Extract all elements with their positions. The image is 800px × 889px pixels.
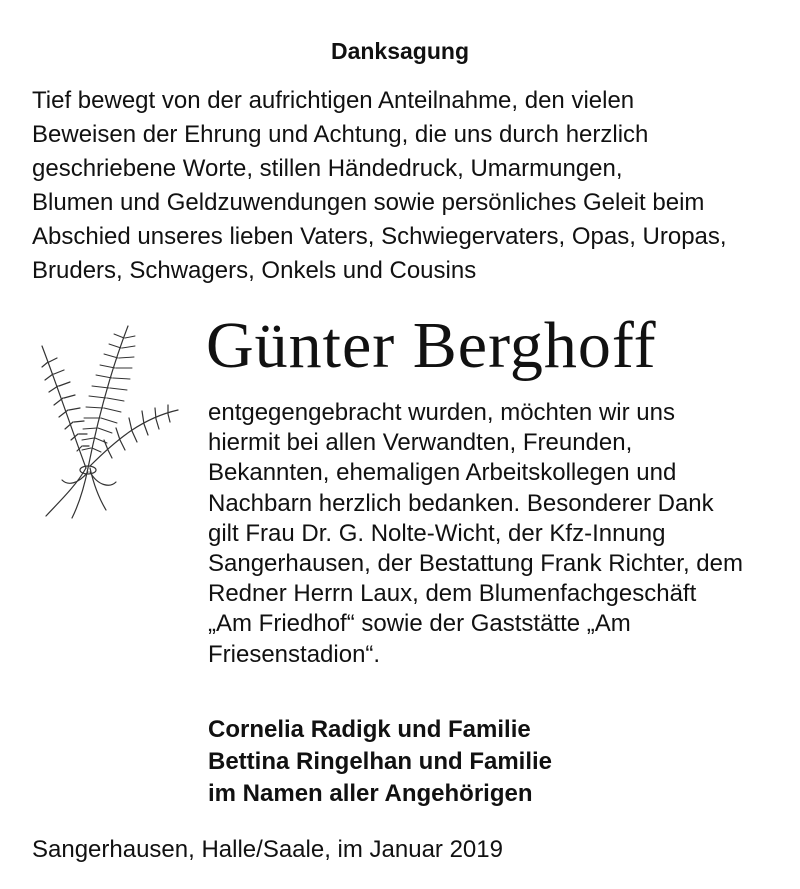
place-date: Sangerhausen, Halle/Saale, im Januar 2019 bbox=[32, 836, 503, 863]
body-line: „Am Friedhof“ sowie der Gaststätte „Am bbox=[208, 610, 631, 638]
fern-bouquet-icon bbox=[28, 318, 188, 523]
body-line: Redner Herrn Laux, dem Blumenfachgeschäft bbox=[208, 580, 697, 608]
intro-line: Abschied unseres lieben Vaters, Schwiegervaters, Opas, Uropas, bbox=[32, 223, 727, 250]
body-line: Sangerhausen, der Bestattung Frank Richter, dem bbox=[208, 550, 743, 578]
body-line: hiermit bei allen Verwandten, Freunden, bbox=[208, 429, 633, 457]
signer-line: im Namen aller Angehörigen bbox=[208, 780, 533, 807]
intro-text bbox=[32, 84, 782, 288]
intro-line: Blumen und Geldzuwendungen sowie persönliches Geleit beim bbox=[32, 189, 705, 216]
intro-line: Beweisen der Ehrung und Achtung, die uns durch herzlich bbox=[32, 121, 649, 148]
body-line: gilt Frau Dr. G. Nolte-Wicht, der Kfz-Innung bbox=[208, 519, 666, 547]
body-line: Bekannten, ehemaligen Arbeitskollegen und bbox=[208, 459, 677, 487]
intro-line: Tief bewegt von der aufrichtigen Anteilnahme, den vielen bbox=[32, 87, 635, 114]
heading: Danksagung bbox=[330, 38, 470, 64]
body-line: Friesenstadion“. bbox=[208, 640, 381, 668]
body-text bbox=[208, 398, 788, 670]
deceased-name: Günter Berghoff bbox=[206, 309, 657, 382]
body-line: entgegengebracht wurden, möchten wir uns bbox=[208, 399, 675, 426]
body-line: Nachbarn herzlich bedanken. Besonderer Dank bbox=[208, 489, 714, 517]
signers bbox=[208, 714, 552, 810]
intro-line: Bruders, Schwagers, Onkels und Cousins bbox=[32, 257, 477, 284]
intro-line: geschriebene Worte, stillen Händedruck, Umarmungen, bbox=[32, 155, 623, 182]
signer-line: Cornelia Radigk und Familie bbox=[208, 716, 531, 743]
signer-line: Bettina Ringelhan und Familie bbox=[208, 748, 553, 775]
